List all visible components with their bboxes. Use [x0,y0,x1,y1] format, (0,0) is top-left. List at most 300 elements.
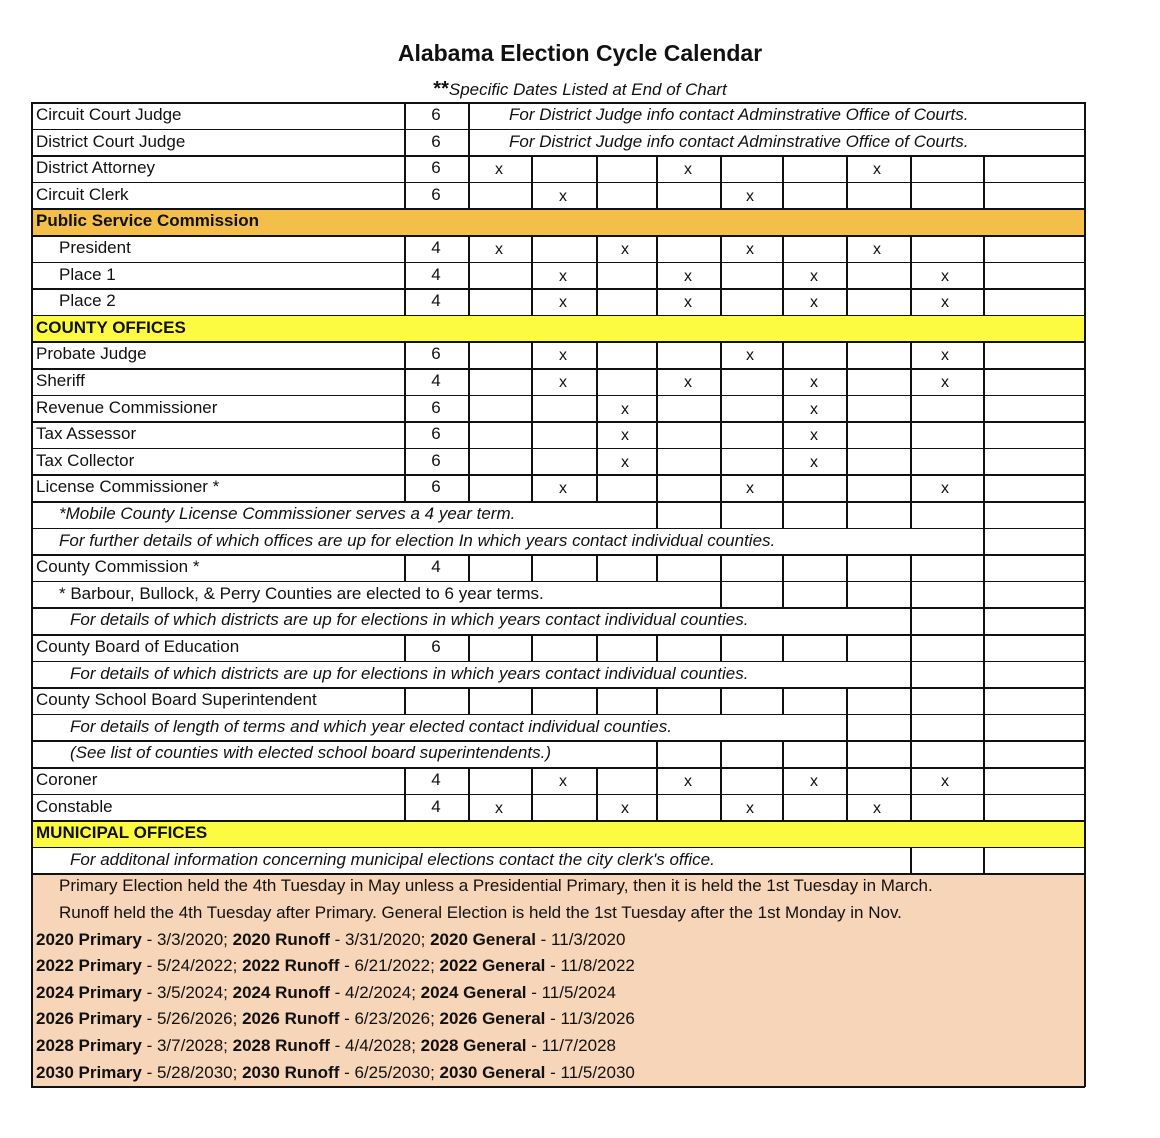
column-border [31,687,33,715]
column-border [720,581,722,609]
election-year-mark: x [495,161,503,179]
election-year-mark: x [559,187,567,205]
office-name: Circuit Clerk [36,184,129,204]
primary: - 5/26/2026; [141,1009,243,1029]
column-border [596,448,598,476]
election-year-mark: x [810,400,818,418]
column-border [1084,794,1086,822]
column-border [404,368,406,396]
election-year-mark: x [810,294,818,312]
column-border [531,182,533,210]
column-border [404,155,406,183]
runoff: - 6/25/2030; [339,1062,440,1082]
column-border [404,634,406,662]
column-border [1084,315,1086,343]
column-border [31,873,33,1087]
column-border [31,421,33,449]
office-name: Probate Judge [36,344,147,364]
column-border [656,288,658,316]
column-border [656,740,658,768]
column-border [846,262,848,290]
column-border [31,315,33,343]
column-border [910,687,912,715]
office-name: Place 1 [59,264,116,284]
section-band [31,315,1084,342]
column-border [31,448,33,476]
column-border [1084,421,1086,449]
row-note: For additonal information concerning municipal elections contact the city clerk's office. [70,849,715,869]
column-border [656,395,658,423]
column-border [983,740,985,768]
term-length: 6 [431,184,441,204]
column-border [782,368,784,396]
column-border [846,714,848,742]
column-border [910,767,912,795]
primary-label: 2020 Primary [36,929,142,949]
general: - 11/5/2030 [545,1062,635,1082]
column-border [656,554,658,582]
column-border [656,634,658,662]
column-border [31,607,33,635]
column-border [596,794,598,822]
column-border [468,554,470,582]
column-border [983,474,985,502]
election-year-mark: x [559,374,567,391]
column-border [720,767,722,795]
column-border [531,634,533,662]
column-border [656,262,658,290]
row-note: For details of which districts are up for elections in which years contact individual counties. [70,610,749,630]
column-border [31,661,33,689]
column-border [720,794,722,822]
column-border [31,182,33,210]
column-border [910,395,912,423]
election-rule: Runoff held the 4th Tuesday after Primary. General Election is held the 1st Tuesday after the 1st Monday in Nov. [59,903,902,922]
column-border [468,288,470,316]
column-border [1084,395,1086,423]
row-border [31,794,1085,796]
column-border [596,474,598,502]
column-border [31,794,33,822]
column-border [404,421,406,449]
column-border [531,368,533,396]
election-year-mark: x [684,773,692,790]
election-year-mark: x [746,187,754,205]
column-border [468,687,470,715]
column-border [31,262,33,290]
column-border [983,607,985,635]
column-border [983,341,985,369]
column-border [596,262,598,290]
column-border [846,155,848,183]
column-border [31,767,33,795]
column-border [531,687,533,715]
column-border [531,395,533,423]
column-border [720,474,722,502]
row-border [31,235,1085,237]
election-year-mark: x [810,374,818,391]
column-border [531,448,533,476]
column-border [404,102,406,130]
column-border [31,554,33,582]
election-year-mark: x [559,480,567,498]
term-length: 6 [431,450,441,470]
column-border [1084,873,1086,1087]
primary-label: 2024 Primary [36,982,142,1002]
column-border [596,687,598,715]
column-border [1084,820,1086,848]
column-border [1084,634,1086,662]
row-note: For District Judge info contact Adminstrative Office of Courts. [509,105,969,124]
runoff-label: 2026 Runoff [242,1009,340,1029]
column-border [404,341,406,369]
column-border [910,235,912,263]
row-note: (See list of counties with elected school board superintendents.) [70,743,551,763]
column-border [656,368,658,396]
office-name: Circuit Court Judge [36,105,182,124]
column-border [531,288,533,316]
column-border [31,208,33,236]
column-border [983,155,985,183]
column-border [596,767,598,795]
column-border [782,341,784,369]
election-year-mark: x [873,161,881,179]
column-border [782,235,784,263]
column-border [1084,102,1086,130]
column-border [846,182,848,210]
column-border [31,129,33,157]
column-border [531,474,533,502]
runoff: - 4/4/2028; [329,1036,421,1055]
column-border [404,554,406,582]
term-length: 4 [431,238,441,257]
election-year-mark: x [810,773,818,790]
column-border [531,235,533,263]
election-year-mark: x [559,267,567,285]
column-border [656,767,658,795]
column-border [782,581,784,609]
column-border [983,262,985,290]
term-length: 4 [431,557,441,577]
runoff-label: 2028 Runoff [232,1036,330,1055]
row-border [31,315,1085,317]
row-border [31,421,1085,423]
column-border [656,448,658,476]
column-border [656,341,658,369]
section-heading: MUNICIPAL OFFICES [36,823,208,843]
primary: - 3/7/2028; [141,1036,233,1055]
column-border [910,554,912,582]
column-border [468,182,470,210]
column-border [1084,847,1086,875]
column-border [656,421,658,449]
column-border [1084,687,1086,715]
column-border [720,368,722,396]
column-border [720,634,722,662]
election-year-mark: x [746,480,754,498]
column-border [782,288,784,316]
column-border [846,235,848,263]
runoff-label: 2022 Runoff [242,956,340,976]
column-border [1084,448,1086,476]
column-border [720,395,722,423]
row-note: *Mobile County License Commissioner serves a 4 year term. [59,504,516,523]
column-border [910,794,912,822]
general-label: 2028 General [420,1036,527,1055]
column-border [596,155,598,183]
column-border [531,262,533,290]
office-name: District Attorney [36,158,156,178]
column-border [1084,581,1086,609]
office-name: County School Board Superintendent [36,690,317,710]
column-border [1084,129,1086,157]
election-year-mark: x [684,374,692,391]
column-border [782,687,784,715]
election-year-mark: x [873,799,881,817]
runoff-label: 2024 Runoff [232,982,330,1002]
term-length: 6 [431,477,441,497]
general: - 11/3/2020 [535,929,626,949]
column-border [468,155,470,183]
election-year-mark: x [495,799,503,817]
primary: - 3/5/2024; [141,982,233,1002]
column-border [656,794,658,822]
primary-label: 2028 Primary [36,1036,142,1055]
column-border [1084,474,1086,502]
primary-label: 2026 Primary [36,1009,142,1029]
column-border [404,687,406,715]
general: - 11/5/2024 [526,982,616,1002]
election-year-mark: x [621,799,629,817]
column-border [846,368,848,396]
row-note: For District Judge info contact Adminstrative Office of Courts. [509,131,969,151]
column-border [720,448,722,476]
column-border [1084,714,1086,742]
column-border [31,288,33,316]
column-border [720,235,722,263]
election-year-mark: x [941,267,949,285]
column-border [468,235,470,263]
column-border [596,395,598,423]
election-year-mark: x [746,347,754,365]
general-label: 2022 General [439,956,546,976]
column-border [31,368,33,396]
term-length: 4 [431,291,441,311]
column-border [846,341,848,369]
column-border [782,182,784,210]
column-border [468,794,470,822]
column-border [846,395,848,423]
election-year-mark: x [621,400,629,418]
election-year-mark: x [621,427,629,445]
section-heading: COUNTY OFFICES [36,317,186,337]
column-border [596,634,598,662]
term-length: 4 [431,796,441,816]
general: - 11/7/2028 [526,1036,616,1055]
general-label: 2030 General [439,1062,546,1082]
page-title: Alabama Election Cycle Calendar [397,40,763,66]
page-subtitle [0,78,1160,101]
election-year-mark: x [495,241,503,258]
general-label: 2024 General [420,982,527,1002]
office-name: License Commissioner * [36,477,220,497]
subtitle-text: Specific Dates Listed at End of Chart [448,80,727,99]
election-year-mark: x [621,453,629,471]
row-border [31,448,1085,450]
election-dates-line [36,1033,616,1060]
primary: - 3/3/2020; [141,929,233,949]
column-border [31,155,33,183]
column-border [656,474,658,502]
column-border [983,687,985,715]
term-length: 4 [431,770,441,789]
primary: - 5/28/2030; [141,1062,243,1082]
column-border [846,474,848,502]
column-border [983,182,985,210]
column-border [782,262,784,290]
column-border [846,581,848,609]
column-border [1084,554,1086,582]
election-dates-line [36,953,635,980]
office-name: Sheriff [36,371,85,390]
section-heading: Public Service Commission [36,211,259,231]
column-border [910,714,912,742]
column-border [983,767,985,795]
column-border [983,501,985,529]
column-border [1084,341,1086,369]
column-border [983,288,985,316]
column-border [782,740,784,768]
column-border [31,528,33,556]
election-year-mark: x [941,294,949,312]
column-border [1084,501,1086,529]
column-border [983,714,985,742]
column-border [910,661,912,689]
column-border [1084,368,1086,396]
column-border [910,341,912,369]
column-border [846,634,848,662]
column-border [720,687,722,715]
office-name: President [59,238,131,257]
column-border [1084,767,1086,795]
column-border [31,235,33,263]
column-border [1084,528,1086,556]
term-length: 6 [431,637,441,656]
column-border [720,155,722,183]
column-border [656,155,658,183]
column-border [782,554,784,582]
office-name: County Commission * [36,557,200,577]
column-border [404,288,406,316]
column-border [31,395,33,423]
column-border [31,847,33,875]
row-note: * Barbour, Bullock, & Perry Counties are elected to 6 year terms. [59,583,544,603]
column-border [404,767,406,795]
column-border [910,634,912,662]
column-border [910,262,912,290]
column-border [720,182,722,210]
column-border [596,421,598,449]
column-border [910,448,912,476]
column-border [468,129,470,157]
term-length: 6 [431,105,441,124]
column-border [31,581,33,609]
column-border [531,155,533,183]
column-border [531,794,533,822]
column-border [846,554,848,582]
election-dates-line [36,1006,635,1033]
runoff: - 4/2/2024; [329,982,421,1002]
term-length: 6 [431,397,441,417]
column-border [468,448,470,476]
election-year-mark: x [684,294,692,312]
term-length: 6 [431,344,441,364]
election-year-mark: x [559,347,567,365]
column-border [531,554,533,582]
column-border [846,501,848,529]
column-border [846,740,848,768]
column-border [404,235,406,263]
column-border [1084,262,1086,290]
column-border [1084,155,1086,183]
election-dates-line [36,980,616,1007]
column-border [846,448,848,476]
column-border [983,395,985,423]
column-border [720,421,722,449]
column-border [404,794,406,822]
row-border [31,1086,1085,1088]
primary: - 5/24/2022; [141,956,243,976]
column-border [31,740,33,768]
row-border [31,155,1085,157]
term-length: 6 [431,131,441,151]
column-border [31,634,33,662]
column-border [782,794,784,822]
election-year-mark: x [941,480,949,498]
election-year-mark: x [559,294,567,312]
office-name: Tax Collector [36,450,135,470]
column-border [983,528,985,556]
office-name: Coroner [36,770,98,789]
column-border [846,288,848,316]
column-border [910,474,912,502]
column-border [31,341,33,369]
column-border [656,182,658,210]
column-border [782,448,784,476]
column-border [910,581,912,609]
column-border [468,341,470,369]
column-border [531,767,533,795]
column-border [910,288,912,316]
office-name: Place 2 [59,291,116,311]
column-border [531,421,533,449]
column-border [983,421,985,449]
election-rule: Primary Election held the 4th Tuesday in May unless a Presidential Primary, then it is held the 1st Tuesday in March. [59,876,933,896]
runoff: - 3/31/2020; [329,929,431,949]
column-border [596,554,598,582]
column-border [1084,235,1086,263]
row-note: For details of which districts are up for elections in which years contact individual counties. [70,663,749,683]
column-border [910,155,912,183]
election-year-mark: x [621,241,629,258]
election-year-mark: x [810,427,818,445]
column-border [720,288,722,316]
election-year-mark: x [941,374,949,391]
election-dates-line [36,1060,635,1087]
column-border [468,474,470,502]
column-border [910,421,912,449]
runoff: - 6/23/2026; [339,1009,440,1029]
